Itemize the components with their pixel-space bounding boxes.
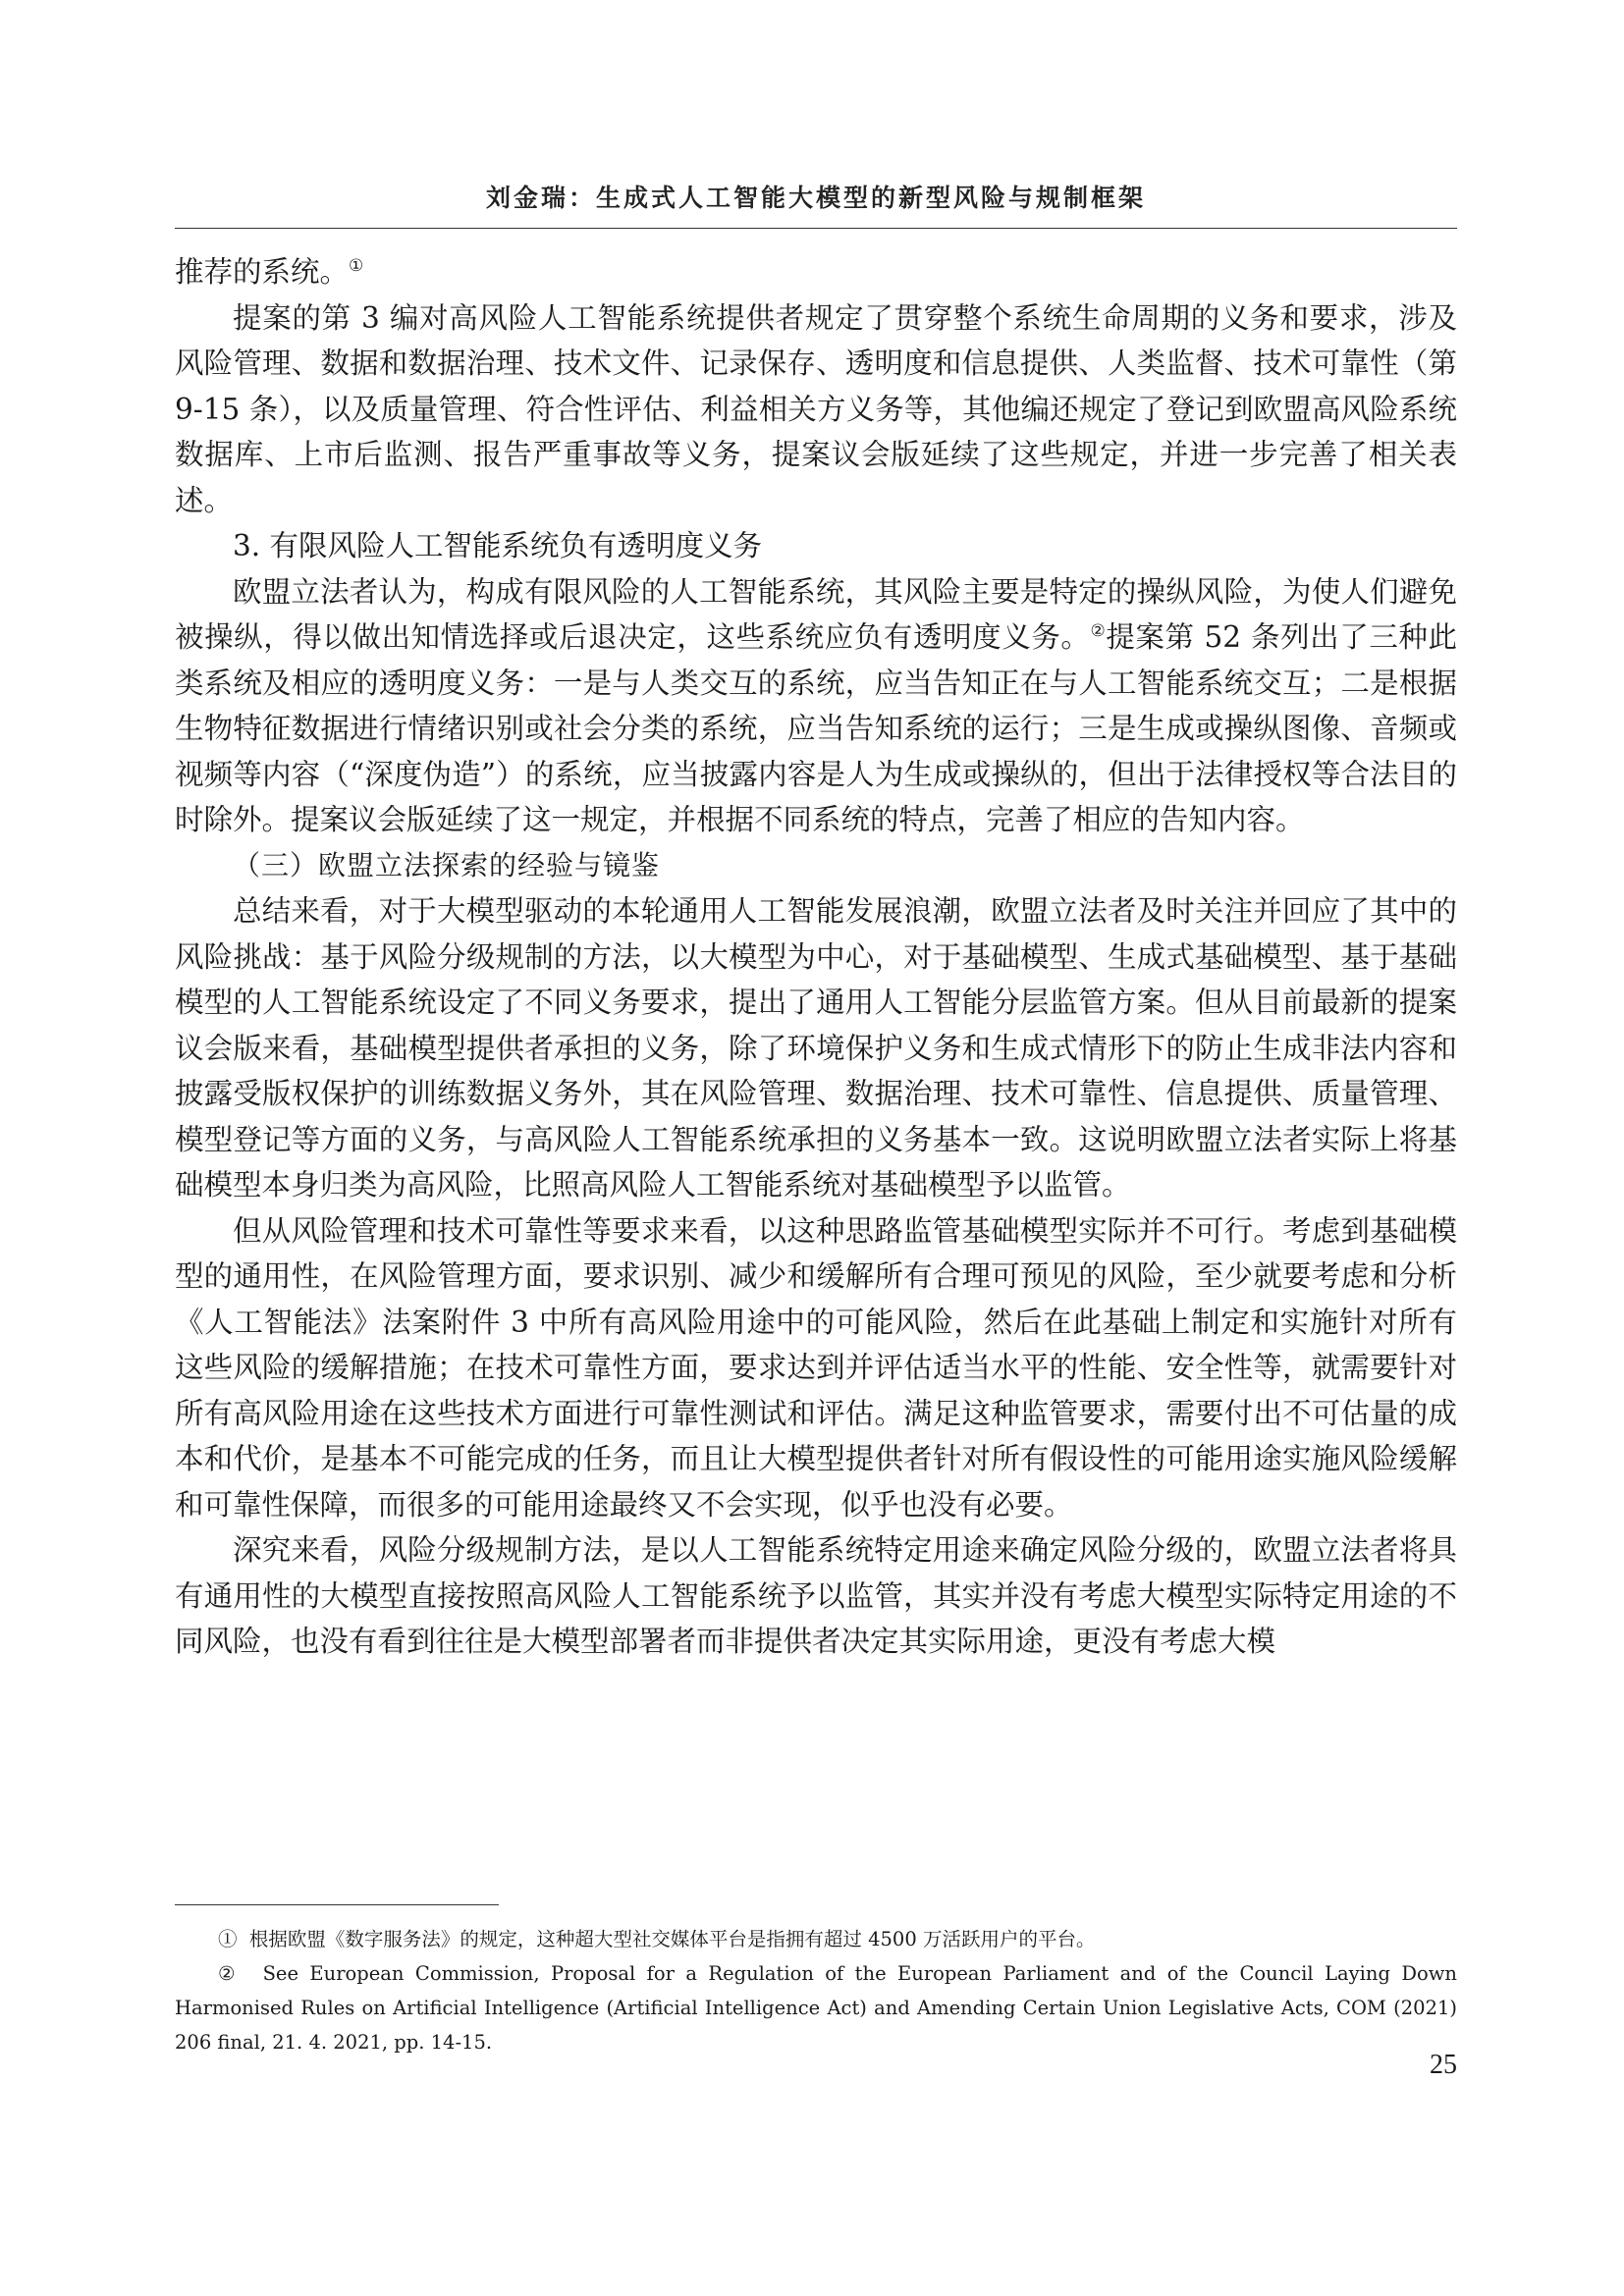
footnotes: [175, 1922, 1457, 2059]
footnote-1: [175, 1922, 1457, 1956]
header-rule: [175, 228, 1457, 229]
page-number: 25: [1430, 2050, 1457, 2080]
footnote-2: [175, 1956, 1457, 2059]
footnote-text: See European Commission, Proposal for a Regulation of the European Parliament and of the Council Laying Down Harmonised Rules on Artificial Intelligence (Artificial Intelligence Act) and Amending Certain Union Legislative Acts, COM (2021) 206 final, 21. 4. 2021, pp. 14-15.: [175, 1962, 1457, 2054]
paragraph-text: 欧盟立法者认为，构成有限风险的人工智能系统，其风险主要是特定的操纵风险，为使人们避免被操纵，得以做出知情选择或后退决定，这些系统应负有透明度义务。: [175, 574, 1457, 654]
subheading-limited-risk: 3. 有限风险人工智能系统负有透明度义务: [233, 529, 763, 562]
paragraph-text: 推荐的系统。: [175, 255, 350, 289]
footnote-marker: ②: [218, 1962, 241, 1985]
footnote-text: 根据欧盟《数字服务法》的规定，这种超大型社交媒体平台是指拥有超过 4500 万活跃用户的平台。: [248, 1928, 1096, 1950]
footnote-ref-2[interactable]: ②: [1090, 621, 1107, 641]
paragraph-analysis: 深究来看，风险分级规制方法，是以人工智能系统特定用途来确定风险分级的，欧盟立法者将具有通用性的大模型直接按照高风险人工智能系统予以监管，其实并没有考虑大模型实际特定用途的不同风险，也没有看到往往是大模型部署者而非提供者决定其实际用途，更没有考虑大模: [175, 1533, 1457, 1658]
footnote-rule: [175, 1904, 499, 1905]
paragraph-transparency: [175, 569, 1457, 843]
paragraph-summary: 总结来看，对于大模型驱动的本轮通用人工智能发展浪潮，欧盟立法者及时关注并回应了其中的风险挑战：基于风险分级规制的方法，以大模型为中心，对于基础模型、生成式基础模型、基于基础模型的人工智能系统设定了不同义务要求，提出了通用人工智能分层监管方案。但从目前最新的提案议会版来看，基础模型提供者承担的义务，除了环境保护义务和生成式情形下的防止生成非法内容和披露受版权保护的训练数据义务外，其在风险管理、数据治理、技术可靠性、信息提供、质量管理、模型登记等方面的义务，与高风险人工智能系统承担的义务基本一致。这说明欧盟立法者实际上将基础模型本身归类为高风险，比照高风险人工智能系统对基础模型予以监管。: [175, 894, 1457, 1201]
paragraph-continuation: [175, 249, 1457, 295]
paragraph-high-risk-obligations: 提案的第 3 编对高风险人工智能系统提供者规定了贯穿整个系统生命周期的义务和要求，涉及风险管理、数据和数据治理、技术文件、记录保存、透明度和信息提供、人类监督、技术可靠性（第 9-15 条），以及质量管理、符合性评估、利益相关方义务等，其他编还规定了登记到欧盟高风险系统数据库、上市后监测、报告严重事故等义务，提案议会版延续了这些规定，并进一步完善了相关表述。: [175, 300, 1457, 517]
footnote-marker: ①: [218, 1928, 238, 1950]
footnote-ref-1[interactable]: ①: [349, 256, 364, 276]
paragraph-text: 提案第 52 条列出了三种此类系统及相应的透明度义务：一是与人类交互的系统，应当告知正在与人工智能系统交互；二是根据生物特征数据进行情绪识别或社会分类的系统，应当告知系统的运行；三是生成或操纵图像、音频或视频等内容（“深度伪造”）的系统，应当披露内容是人为生成或操纵的，但出于法律授权等合法目的时除外。提案议会版延续了这一规定，并根据不同系统的特点，完善了相应的告知内容。: [175, 620, 1457, 836]
section-heading: （三）欧盟立法探索的经验与镜鉴: [233, 848, 661, 881]
paragraph-feasibility: 但从风险管理和技术可靠性等要求来看，以这种思路监管基础模型实际并不可行。考虑到基础模型的通用性，在风险管理方面，要求识别、减少和缓解所有合理可预见的风险，至少就要考虑和分析《人工智能法》法案附件 3 中所有高风险用途中的可能风险，然后在此基础上制定和实施针对所有这些风险的缓解措施；在技术可靠性方面，要求达到并评估适当水平的性能、安全性等，就需要针对所有高风险用途在这些技术方面进行可靠性测试和评估。满足这种监管要求，需要付出不可估量的成本和代价，是基本不可能完成的任务，而且让大模型提供者针对所有假设性的可能用途实施风险缓解和可靠性保障，而很多的可能用途最终又不会实现，似乎也没有必要。: [175, 1213, 1457, 1522]
article-body: [175, 249, 1457, 1665]
running-header: 刘金瑞：生成式人工智能大模型的新型风险与规制框架: [485, 184, 1146, 212]
